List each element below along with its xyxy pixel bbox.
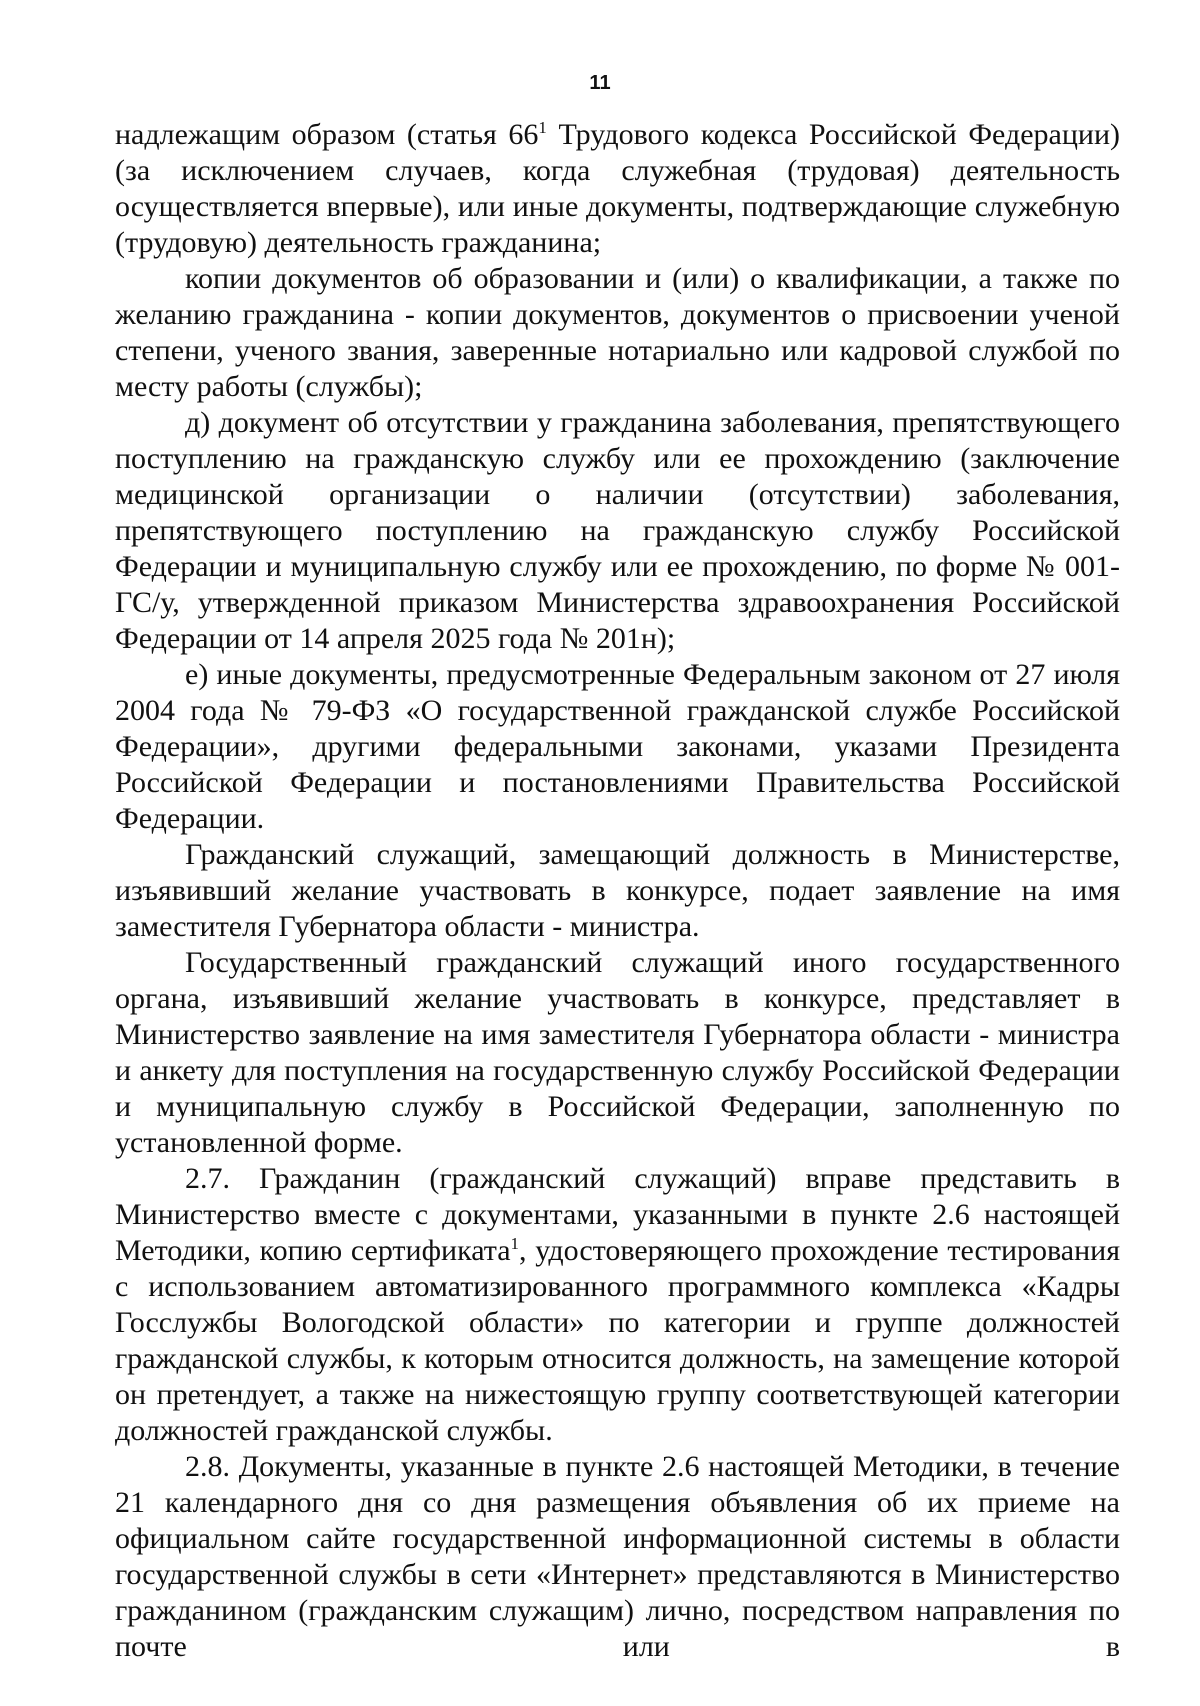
paragraph-civil-servant-other-body: Государственный гражданский служащий иного государственного органа, изъявивший желание участвовать в конкурсе, представляет в Министерство заявление на имя заместителя Губернатора области - министра и анкету для поступления на государственную службу Российской Федерации и муниципальную службу в Российской Федерации, заполненную по установленной форме.	[115, 946, 1120, 1159]
paragraph-education-copies: копии документов об образовании и (или) о квалификации, а также по желанию гражданина - копии документов, документов о присвоении ученой степени, ученого звания, заверенные нотариально или кадровой службой по месту работы (службы);	[115, 262, 1120, 403]
paragraph-item-e: е) иные документы, предусмотренные Федеральным законом от 27 июля 2004 года № 79-ФЗ «О государственной гражданской службе Российской Федерации», другими федеральными законами, указами Президента Российской Федерации и постановлениями Правительства Российской Федерации.	[115, 658, 1120, 835]
paragraph-text: 2.7. Гражданин (гражданский служащий) вправе представить в Министерство вместе с документами, указанными в пункте 2.6 настоящей Методики, копию сертификата	[115, 1162, 1120, 1267]
paragraph-text: надлежащим образом (статья 66	[115, 118, 539, 151]
paragraph-2-7	[115, 1161, 1120, 1449]
paragraph-2-8: 2.8. Документы, указанные в пункте 2.6 настоящей Методики, в течение 21 календарного дня со дня размещения объявления об их приеме на официальном сайте государственной информационной системы в области государственной службы в сети «Интернет» представляются в Министерство гражданином (гражданским служащим) лично, посредством направления по почте или в	[115, 1450, 1120, 1663]
paragraph-text: , удостоверяющего прохождение тестирования с использованием автоматизированного программного комплекса «Кадры Госслужбы Вологодской области» по категории и группе должностей гражданской службы, к которым относится должность, на замещение которой он претендует, а также на нижестоящую группу соответствующей категории должностей гражданской службы.	[115, 1234, 1120, 1447]
paragraph-item-d: д) документ об отсутствии у гражданина заболевания, препятствующего поступлению на гражданскую службу или ее прохождению (заключение медицинской организации о наличии (отсутствии) заболевания, препятствующего поступлению на гражданскую службу Российской Федерации и муниципальную службу или ее прохождению, по форме № 001-ГС/у, утвержденной приказом Министерства здравоохранения Российской Федерации от 14 апреля 2025 года № 201н);	[115, 406, 1120, 655]
page-number: 11	[589, 72, 611, 94]
superscript-article-index: 1	[538, 118, 547, 137]
paragraph-continuation	[115, 117, 1120, 261]
document-body	[115, 117, 1120, 1665]
paragraph-text: Трудового кодекса Российской Федерации) (за исключением случаев, когда служебная (трудовая) деятельность осуществляется впервые), или иные документы, подтверждающие служебную (трудовую) деятельность гражданина;	[115, 118, 1120, 259]
footnote-marker: 1	[510, 1234, 520, 1253]
paragraph-civil-servant-ministry: Гражданский служащий, замещающий должность в Министерстве, изъявивший желание участвовать в конкурсе, подает заявление на имя заместителя Губернатора области - министра.	[115, 838, 1120, 943]
